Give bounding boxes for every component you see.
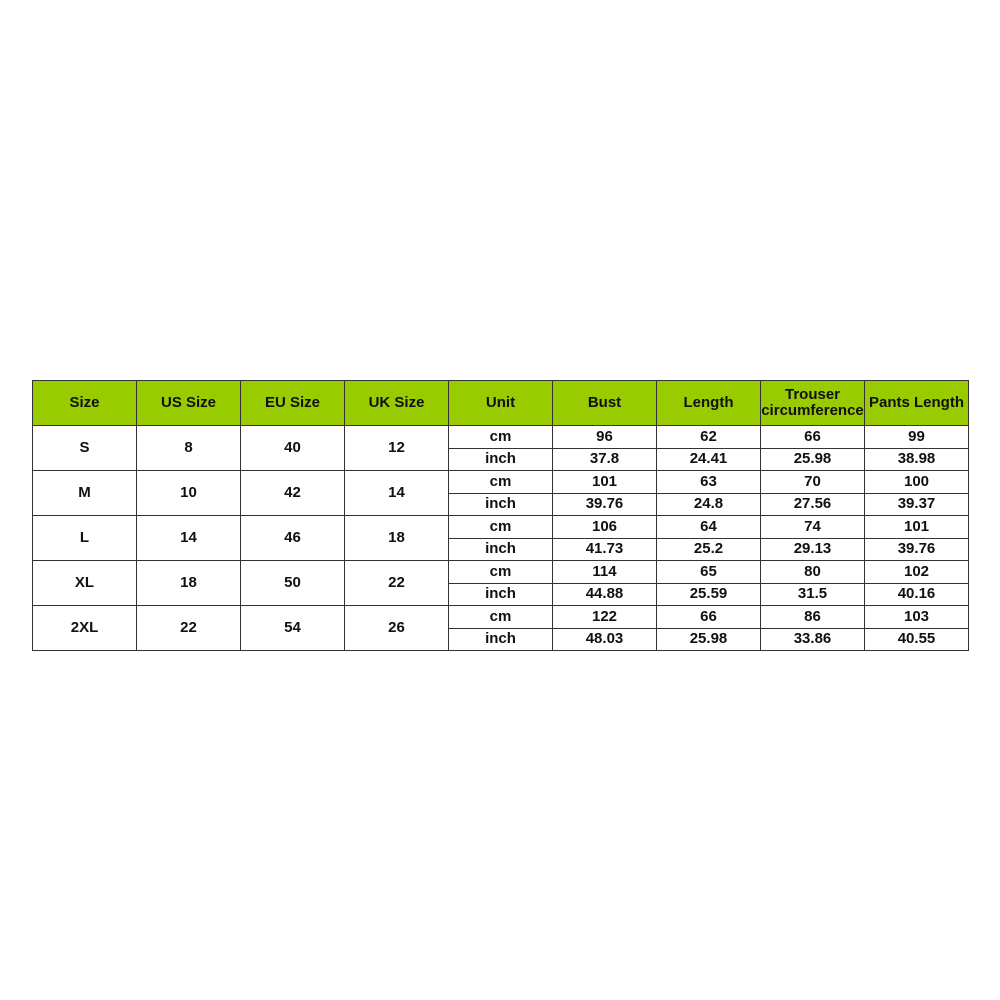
cell-eu-size: 42 — [241, 471, 345, 516]
cell-trouser: 80 — [761, 561, 865, 584]
cell-trouser: 27.56 — [761, 493, 865, 516]
size-chart-table — [32, 380, 969, 651]
cell-trouser: 25.98 — [761, 448, 865, 471]
cell-bust: 37.8 — [553, 448, 657, 471]
cell-eu-size: 46 — [241, 516, 345, 561]
cell-bust: 114 — [553, 561, 657, 584]
cell-unit: cm — [449, 561, 553, 584]
cell-unit: inch — [449, 583, 553, 606]
cell-pants: 102 — [865, 561, 969, 584]
cell-trouser: 74 — [761, 516, 865, 539]
table-row-cm — [33, 561, 969, 584]
cell-unit: inch — [449, 448, 553, 471]
cell-length: 64 — [657, 516, 761, 539]
cell-length: 63 — [657, 471, 761, 494]
cell-pants: 38.98 — [865, 448, 969, 471]
cell-size: M — [33, 471, 137, 516]
cell-unit: cm — [449, 471, 553, 494]
header-row — [33, 381, 969, 426]
header-trouser-circumference — [761, 381, 865, 426]
header-eu-size: EU Size — [241, 381, 345, 426]
cell-length: 65 — [657, 561, 761, 584]
cell-unit: inch — [449, 493, 553, 516]
cell-us-size: 8 — [137, 426, 241, 471]
cell-length: 25.98 — [657, 628, 761, 651]
cell-uk-size: 18 — [345, 516, 449, 561]
cell-us-size: 14 — [137, 516, 241, 561]
cell-bust: 44.88 — [553, 583, 657, 606]
cell-pants: 40.55 — [865, 628, 969, 651]
cell-eu-size: 50 — [241, 561, 345, 606]
cell-pants: 99 — [865, 426, 969, 449]
header-trouser-line1: Trouser — [784, 385, 841, 403]
cell-size: 2XL — [33, 606, 137, 651]
cell-us-size: 22 — [137, 606, 241, 651]
cell-unit: cm — [449, 516, 553, 539]
cell-bust: 101 — [553, 471, 657, 494]
cell-length: 25.2 — [657, 538, 761, 561]
cell-eu-size: 40 — [241, 426, 345, 471]
cell-uk-size: 26 — [345, 606, 449, 651]
table-row-cm — [33, 516, 969, 539]
cell-length: 24.8 — [657, 493, 761, 516]
cell-trouser: 86 — [761, 606, 865, 629]
cell-size: S — [33, 426, 137, 471]
header-unit: Unit — [449, 381, 553, 426]
cell-unit: inch — [449, 628, 553, 651]
cell-bust: 122 — [553, 606, 657, 629]
cell-unit: cm — [449, 606, 553, 629]
header-uk-size: UK Size — [345, 381, 449, 426]
cell-bust: 96 — [553, 426, 657, 449]
cell-uk-size: 14 — [345, 471, 449, 516]
header-trouser-line2: circumference — [761, 402, 864, 419]
cell-uk-size: 12 — [345, 426, 449, 471]
cell-trouser: 70 — [761, 471, 865, 494]
cell-pants: 101 — [865, 516, 969, 539]
cell-length: 66 — [657, 606, 761, 629]
cell-unit: cm — [449, 426, 553, 449]
cell-us-size: 10 — [137, 471, 241, 516]
cell-pants: 100 — [865, 471, 969, 494]
cell-length: 25.59 — [657, 583, 761, 606]
cell-size: L — [33, 516, 137, 561]
cell-uk-size: 22 — [345, 561, 449, 606]
cell-trouser: 66 — [761, 426, 865, 449]
cell-pants: 103 — [865, 606, 969, 629]
header-pants-length: Pants Length — [865, 381, 969, 426]
cell-bust: 106 — [553, 516, 657, 539]
table-row-cm — [33, 606, 969, 629]
cell-trouser: 33.86 — [761, 628, 865, 651]
cell-bust: 41.73 — [553, 538, 657, 561]
cell-size: XL — [33, 561, 137, 606]
cell-length: 62 — [657, 426, 761, 449]
cell-bust: 39.76 — [553, 493, 657, 516]
cell-length: 24.41 — [657, 448, 761, 471]
cell-pants: 40.16 — [865, 583, 969, 606]
table-row-cm — [33, 426, 969, 449]
header-size: Size — [33, 381, 137, 426]
cell-pants: 39.37 — [865, 493, 969, 516]
cell-pants: 39.76 — [865, 538, 969, 561]
header-length: Length — [657, 381, 761, 426]
cell-eu-size: 54 — [241, 606, 345, 651]
cell-trouser: 29.13 — [761, 538, 865, 561]
cell-trouser: 31.5 — [761, 583, 865, 606]
cell-us-size: 18 — [137, 561, 241, 606]
header-us-size: US Size — [137, 381, 241, 426]
cell-bust: 48.03 — [553, 628, 657, 651]
table-row-cm — [33, 471, 969, 494]
header-bust: Bust — [553, 381, 657, 426]
cell-unit: inch — [449, 538, 553, 561]
